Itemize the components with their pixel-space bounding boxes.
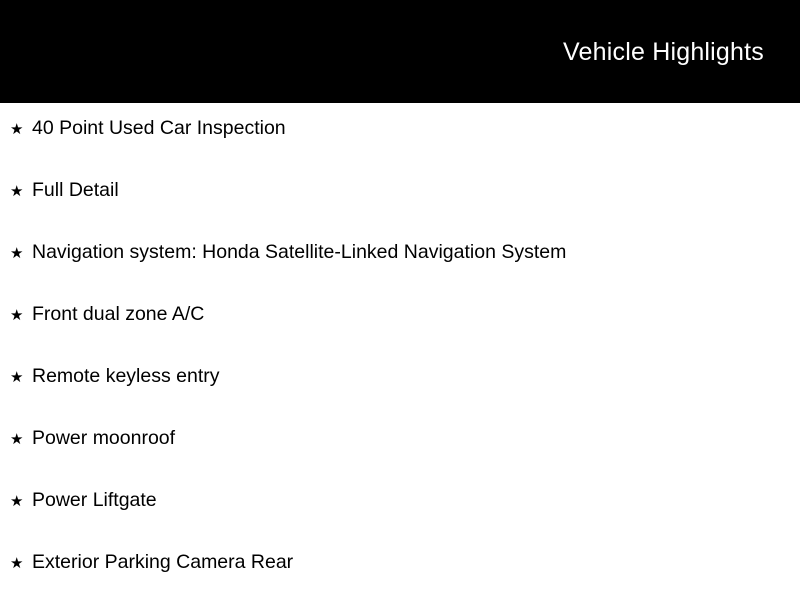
highlight-label: Power Liftgate	[32, 489, 157, 511]
star-bullet-icon: ★	[10, 369, 24, 386]
star-bullet-icon: ★	[10, 307, 24, 324]
highlight-label: Power moonroof	[32, 427, 176, 449]
highlight-label: 40 Point Used Car Inspection	[32, 117, 286, 139]
star-bullet-icon: ★	[10, 555, 24, 572]
list-item	[0, 237, 800, 299]
highlight-label: Front dual zone A/C	[32, 303, 205, 325]
list-item	[0, 299, 800, 361]
star-bullet-icon: ★	[10, 245, 24, 262]
highlight-label: Remote keyless entry	[32, 365, 220, 387]
star-bullet-icon: ★	[10, 431, 24, 448]
list-item	[0, 361, 800, 423]
star-bullet-icon: ★	[10, 183, 24, 200]
highlights-list	[0, 103, 800, 609]
list-item	[0, 113, 800, 175]
page-title: Vehicle Highlights	[563, 38, 764, 66]
list-item	[0, 485, 800, 547]
highlight-label: Navigation system: Honda Satellite-Linked Navigation System	[32, 241, 567, 263]
header-band	[0, 0, 800, 103]
list-item	[0, 423, 800, 485]
list-item	[0, 175, 800, 237]
star-bullet-icon: ★	[10, 493, 24, 510]
star-bullet-icon: ★	[10, 121, 24, 138]
highlight-label: Full Detail	[32, 179, 119, 201]
highlight-label: Exterior Parking Camera Rear	[32, 551, 294, 573]
